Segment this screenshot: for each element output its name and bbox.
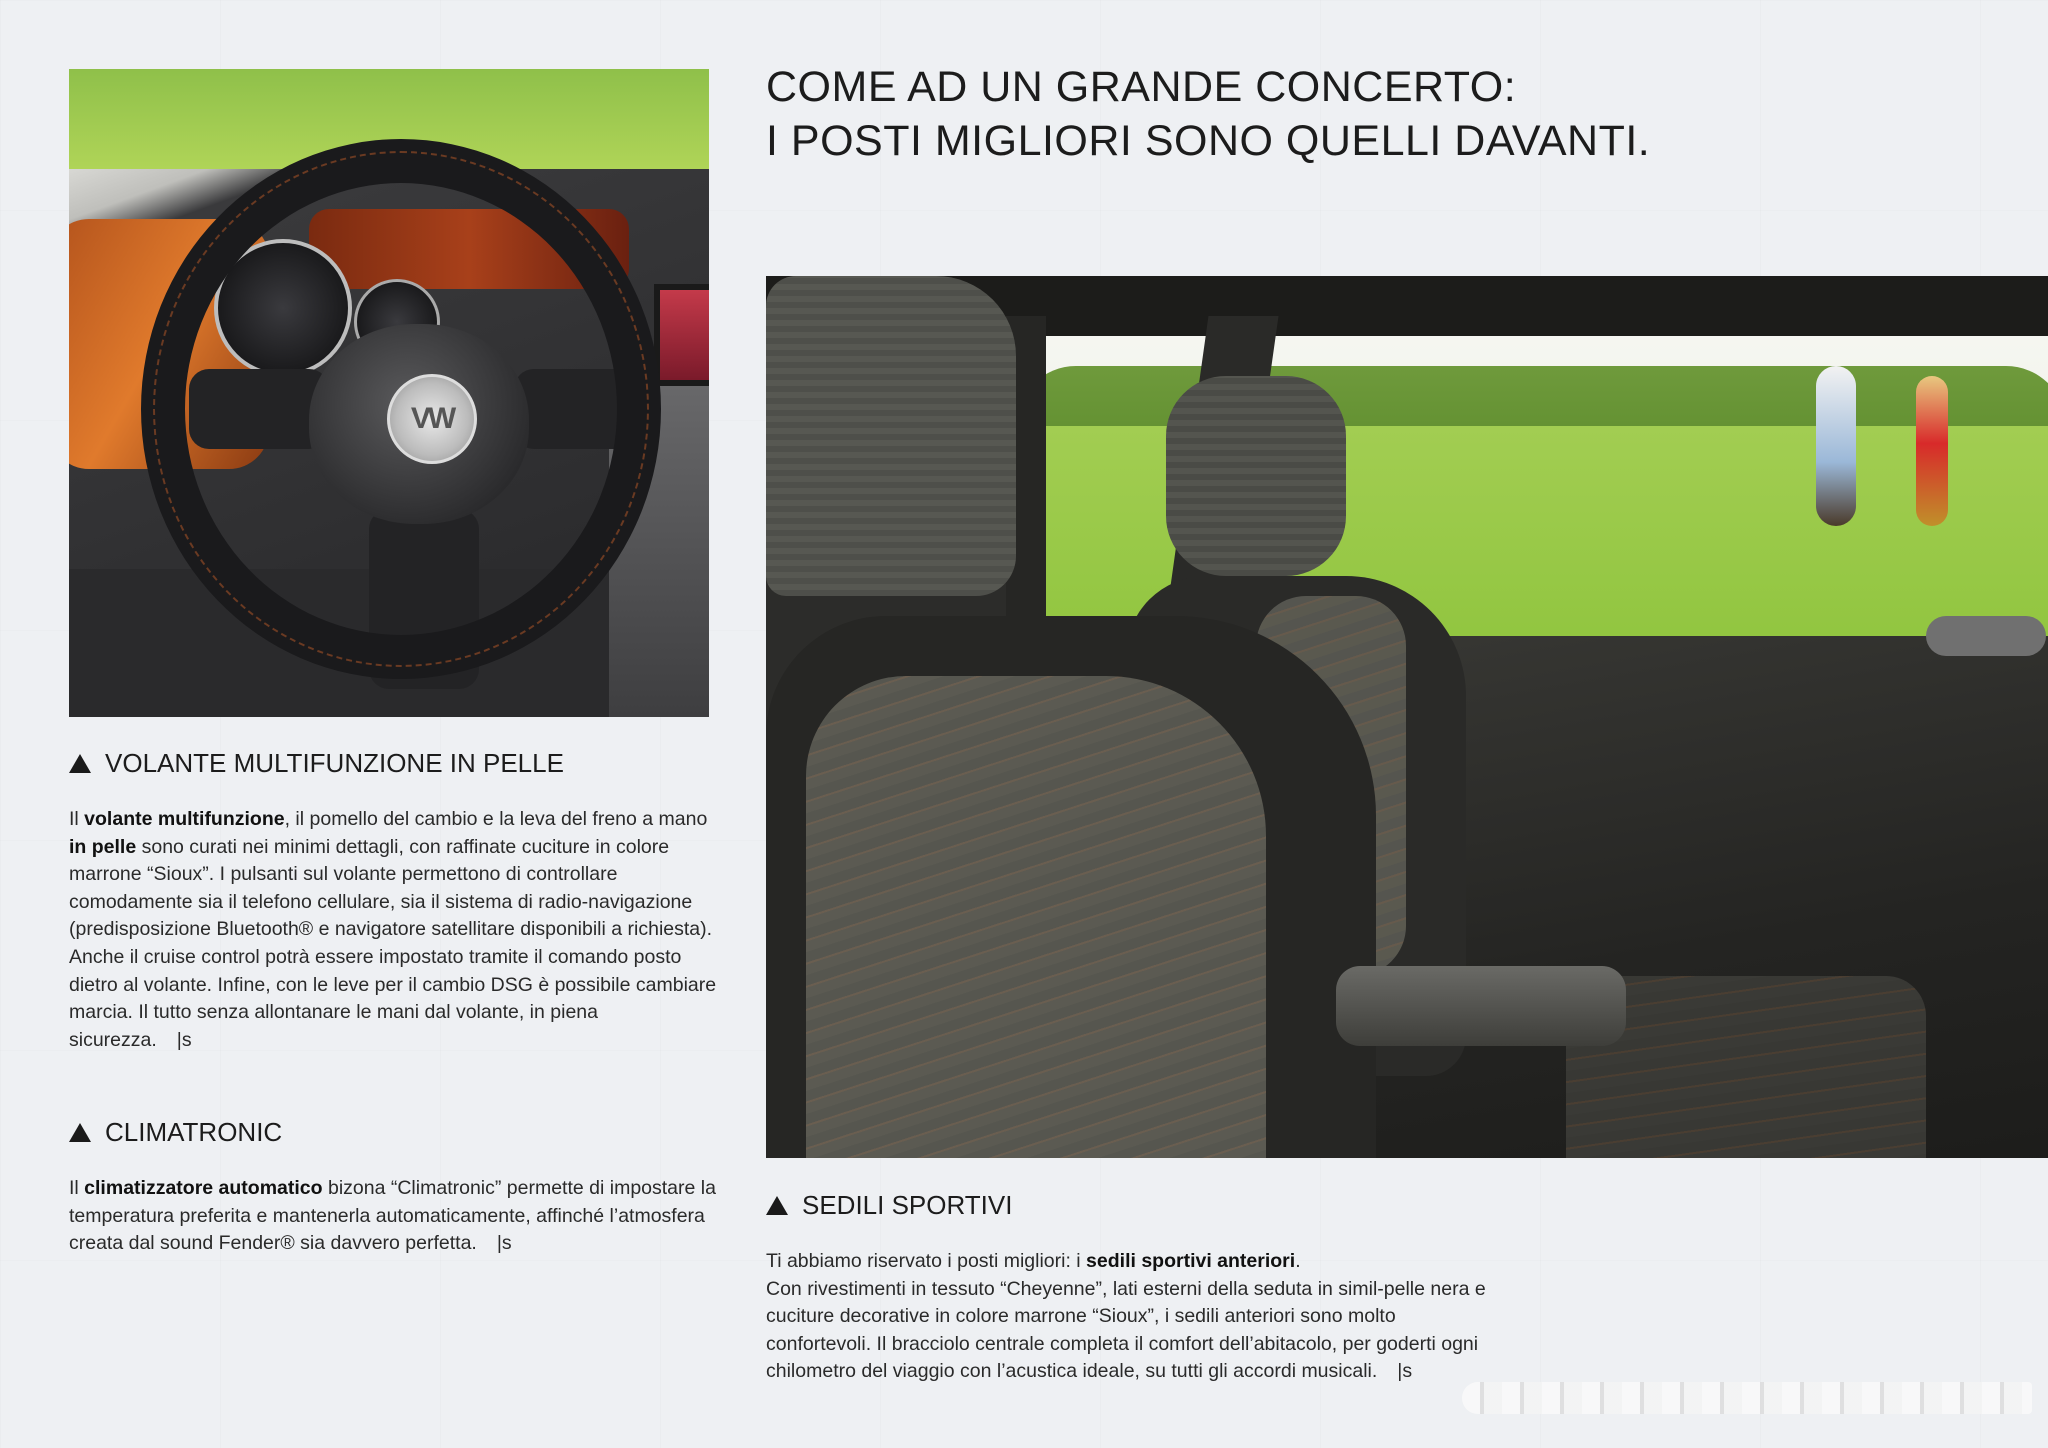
section-heading-text: SEDILI SPORTIVI [802,1190,1013,1220]
triangle-up-icon [766,1196,788,1215]
text-run: Il [69,1177,85,1199]
section-body-climatronic [69,1175,729,1258]
text-run: Il [69,808,85,830]
text-run: sono curati nei minimi dettagli, con raffinate cuciture in colore marrone “Sioux”. I pulsanti sul volante permettono di controllare comodamente sia il telefono cellulare, sia il sistema di radio-navigazione (predisposizione Bluetooth® e navigatore satellitare disponibili a richiesta). Anche il cruise control potrà essere impostato tramite il comando posto dietro al volante. Infine, con le leve per il cambio DSG è possibile cambiare marcia. Il tutto senza allontanare le mani dal volante, in piena sicurezza. [69,835,717,1051]
bold-text-run: climatizzatore automatico [84,1177,323,1199]
page-headline [766,60,1866,168]
section-heading-climatronic [69,1117,282,1148]
vw-logo: VW [387,374,477,464]
text-run: Con rivestimenti in tessuto “Cheyenne”, lati esterni della seduta in simil-pelle nera e cuciture decorative in colore marrone “Sioux”, i sedili anteriori sono molto confortevoli. Il bracciolo centrale completa il comfort dell’abitacolo, per goderti ogni chilometro del viaggio con l’acustica ideale, su tutti gli accordi musicali. [766,1277,1486,1383]
steering-wheel-photo [69,69,709,717]
section-heading-volante [69,748,564,779]
section-body-sedili [766,1248,1506,1386]
front-seats-photo [766,276,2048,1158]
bold-text-run: sedili sportivi anteriori [1086,1250,1296,1272]
headline-line-1: COME AD UN GRANDE CONCERTO: [766,63,1517,111]
end-mark: |s [176,1028,192,1051]
headline-line-2: I POSTI MIGLIORI SONO QUELLI DAVANTI. [766,117,1651,165]
text-run: . [1295,1250,1301,1272]
torn-paper-strip [1462,1382,2032,1414]
section-body-volante [69,806,719,1054]
section-heading-text: CLIMATRONIC [105,1117,283,1147]
triangle-up-icon [69,754,91,773]
section-heading-text: VOLANTE MULTIFUNZIONE IN PELLE [105,748,564,778]
bold-text-run: in pelle [69,835,137,858]
text-run: Ti abbiamo riservato i posti migliori: i [766,1250,1087,1272]
end-mark: |s [1397,1360,1413,1383]
text-run: bizona “Climatronic” permette di impostare la temperatura preferita e mantenerla automaticamente, affinché l’atmosfera creata dal sound Fender® sia davvero perfetta. [69,1177,716,1255]
end-mark: |s [496,1232,512,1255]
text-run: , il pomello del cambio e la leva del freno a mano [284,808,708,830]
section-heading-sedili [766,1190,1012,1221]
triangle-up-icon [69,1123,91,1142]
bold-text-run: volante multifunzione [84,808,285,830]
